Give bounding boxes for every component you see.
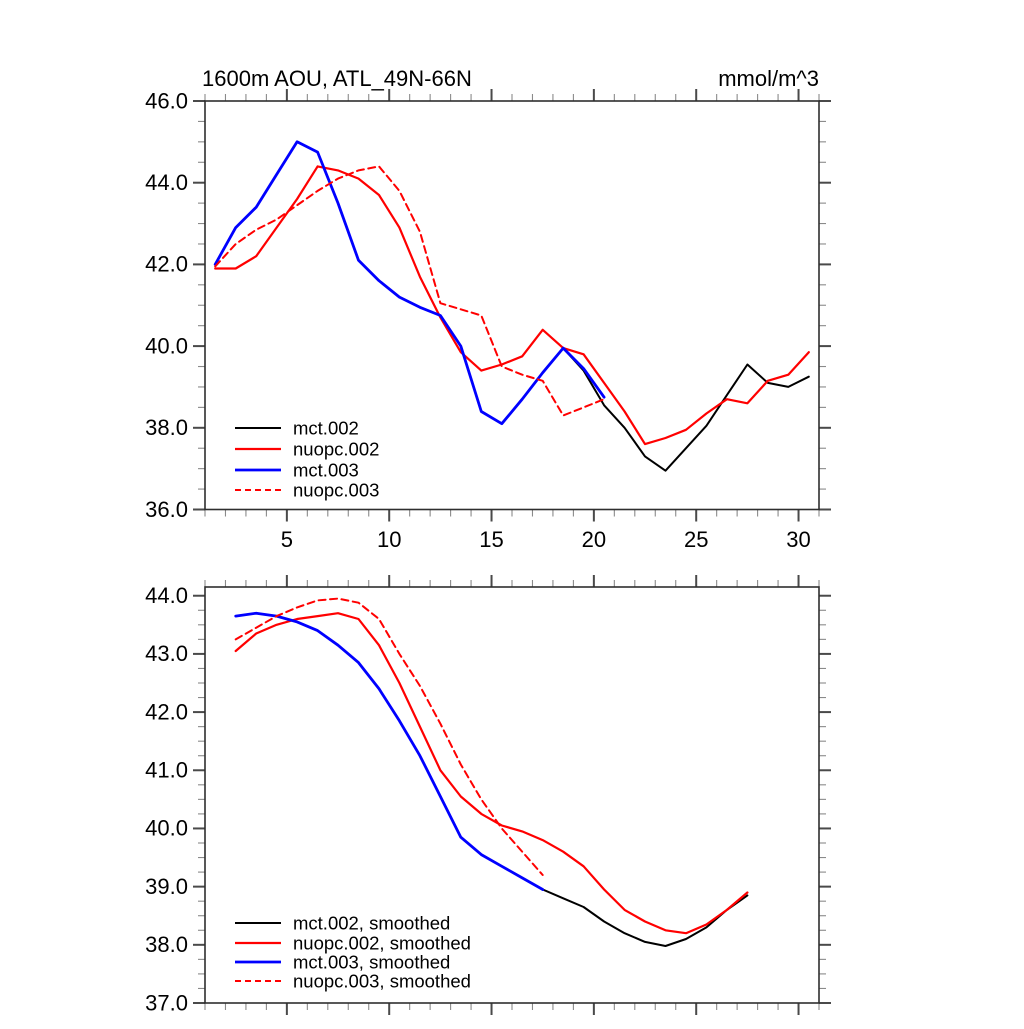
- panel-title: 1600m AOU, ATL_49N-66N: [202, 66, 472, 91]
- x-tick-label: 30: [786, 527, 811, 552]
- y-tick-label: 40.0: [145, 815, 188, 841]
- legend-label: nuopc.003: [293, 479, 380, 501]
- legend: [235, 913, 471, 992]
- y-tick-label: 46.0: [145, 88, 188, 114]
- x-tick-label: 15: [479, 527, 504, 552]
- y-tick-label: 36.0: [145, 496, 188, 522]
- series-nuopc-003: [215, 166, 604, 415]
- legend-label: mct.002, smoothed: [293, 912, 451, 934]
- legend-label: mct.003, smoothed: [293, 951, 451, 973]
- y-tick-label: 40.0: [145, 333, 188, 359]
- y-tick-label: 37.0: [145, 990, 188, 1016]
- x-tick-label: 5: [280, 527, 293, 552]
- units-label: mmol/m^3: [718, 66, 819, 91]
- x-tick-label: 25: [683, 527, 709, 552]
- legend-label: mct.003: [293, 459, 359, 481]
- series-mct-002-smoothed: [236, 613, 748, 946]
- y-tick-label: 43.0: [145, 641, 188, 667]
- series-nuopc-003-smoothed: [236, 599, 543, 875]
- legend-label: nuopc.003, smoothed: [293, 970, 471, 992]
- legend-label: nuopc.002: [293, 438, 380, 460]
- legend: [235, 418, 379, 501]
- series-mct-003: [215, 142, 604, 424]
- y-tick-label: 39.0: [145, 873, 188, 899]
- panel-bottom: [145, 575, 831, 1015]
- legend-label: mct.002: [293, 417, 359, 439]
- x-tick-label: 20: [581, 527, 607, 552]
- y-tick-label: 44.0: [145, 169, 188, 195]
- y-tick-label: 38.0: [145, 415, 188, 441]
- legend-label: nuopc.002, smoothed: [293, 932, 471, 954]
- series-mct-003-smoothed: [236, 613, 543, 889]
- series-nuopc-002-smoothed: [236, 613, 748, 933]
- panel-top: [145, 66, 831, 552]
- y-tick-label: 42.0: [145, 699, 188, 725]
- y-tick-label: 44.0: [145, 582, 188, 608]
- y-tick-label: 41.0: [145, 757, 188, 783]
- y-tick-label: 42.0: [145, 251, 188, 277]
- series-nuopc-002: [215, 166, 809, 444]
- x-tick-label: 10: [376, 527, 402, 552]
- y-tick-label: 38.0: [145, 932, 188, 958]
